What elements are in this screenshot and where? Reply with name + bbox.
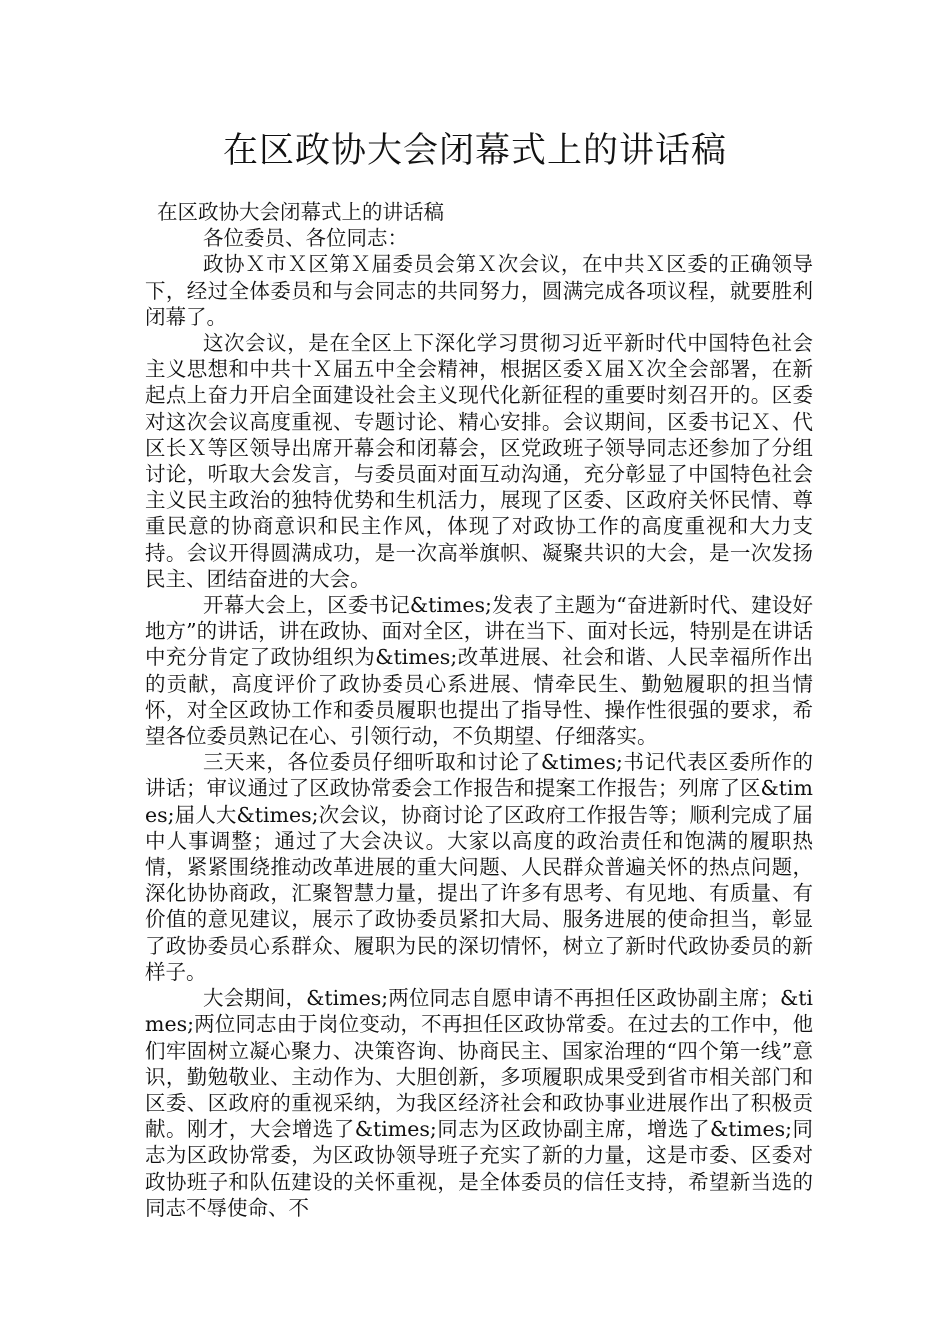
paragraph-4: 三天来，各位委员仔细听取和讨论了&times;书记代表区委所作的讲话；审议通过了区政协常委会工作报告和提案工作报告；列席了区&times;届人大&times;次会议，协商讨论了区政府工作报告等；顺利完成了届中人事调整；通过了大会决议。大家以高度的政治责任和饱满的履职热情，紧紧围绕推动改革进展的重大问题、人民群众普遍关怀的热点问题，深化协协商政，汇聚智慧力量，提出了许多有思考、有见地、有质量、有价值的意见建议，展示了政协委员紧扣大局、服务进展的使命担当，彰显了政协委员心系群众、履职为民的深切情怀，树立了新时代政协委员的新样子。 bbox=[145, 750, 813, 984]
paragraph-3: 开幕大会上，区委书记&times;发表了主题为“奋进新时代、建设好地方”的讲话，讲在政协、面对全区，讲在当下、面对长远，特别是在讲话中充分肯定了政协组织为&times;改革进展、社会和谐、人民幸福所作出的贡献，高度评价了政协委员心系进展、情牵民生、勤勉履职的担当情怀，对全区政协工作和委员履职也提出了指导性、操作性很强的要求，希望各位委员熟记在心、引领行动，不负期望、仔细落实。 bbox=[145, 593, 813, 749]
document-title: 在区政协大会闭幕式上的讲话稿 bbox=[222, 131, 727, 171]
document-body bbox=[145, 199, 813, 1221]
paragraph-5: 大会期间，&times;两位同志自愿申请不再担任区政协副主席；&times;两位同志由于岗位变动，不再担任区政协常委。在过去的工作中，他们牢固树立凝心聚力、决策咨询、协商民主、国家治理的“四个第一线”意识，勤勉敬业、主动作为、大胆创新，多项履职成果受到省市相关部门和区委、区政府的重视采纳，为我区经济社会和政协事业进展作出了积极贡献。刚才，大会增选了&times;同志为区政协副主席，增选了&times;同志为区政协常委，为区政协领导班子充实了新的力量，这是市委、区委对政协班子和队伍建设的关怀重视，是全体委员的信任支持，希望新当选的同志不辱使命、不 bbox=[145, 986, 813, 1220]
document-subtitle: 在区政协大会闭幕式上的讲话稿 bbox=[157, 200, 444, 224]
paragraph-1: 政协Ｘ市Ｘ区第Ｘ届委员会第Ｘ次会议，在中共Ｘ区委的正确领导下，经过全体委员和与会同志的共同努力，圆满完成各项议程，就要胜利闭幕了。 bbox=[145, 252, 813, 329]
greeting: 各位委员、各位同志： bbox=[203, 226, 408, 251]
paragraph-2: 这次会议，是在全区上下深化学习贯彻习近平新时代中国特色社会主义思想和中共十Ｘ届五中全会精神，根据区委Ｘ届Ｘ次全会部署，在新起点上奋力开启全面建设社会主义现代化新征程的重要时刻召开的。区委对这次会议高度重视、专题讨论、精心安排。会议期间，区委书记Ｘ、代区长Ｘ等区领导出席开幕会和闭幕会，区党政班子领导同志还参加了分组讨论，听取大会发言，与委员面对面互动沟通，充分彰显了中国特色社会主义民主政治的独特优势和生机活力，展现了区委、区政府关怀民情、尊重民意的协商意识和民主作风，体现了对政协工作的高度重视和大力支持。会议开得圆满成功，是一次高举旗帜、凝聚共识的大会，是一次发扬民主、团结奋进的大会。 bbox=[145, 331, 813, 591]
